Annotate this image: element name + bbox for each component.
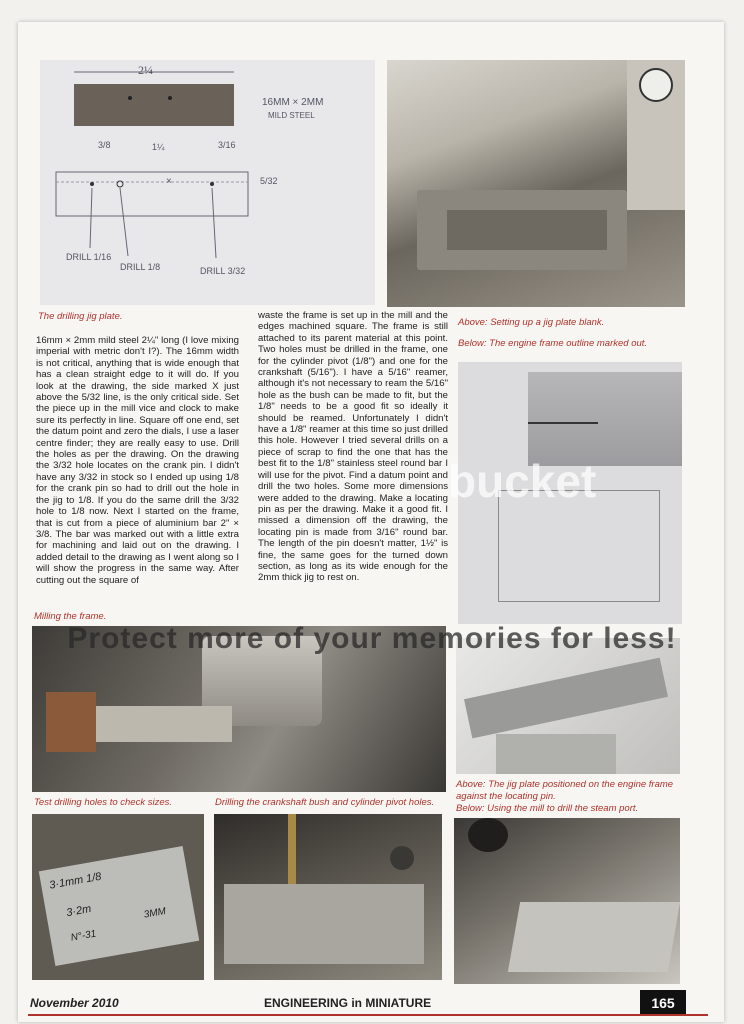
block-label: N°-31 [69, 928, 98, 944]
block-label: 3·2m [65, 902, 93, 920]
dim-label: 1¼ [152, 142, 165, 152]
drawing-svg [40, 60, 375, 305]
test-block-photo [32, 814, 204, 980]
steam-port-photo [454, 818, 680, 984]
crankshaft-drilling-photo [214, 814, 442, 980]
watermark-banner: Protect more of your memories for less! [67, 622, 677, 655]
caption-crankshaft: Drilling the crankshaft bush and cylinder pivot holes. [215, 797, 435, 808]
drawing-width-label: 2¼ [138, 63, 153, 77]
caption-test-drilling: Test drilling holes to check sizes. [34, 797, 172, 808]
photobucket-logo: bucket [448, 455, 597, 507]
material-label: 16MM × 2MM [262, 97, 324, 108]
block-label: 3MM [143, 906, 167, 921]
caption-drilling-jig: The drilling jig plate. [38, 311, 123, 322]
dim-label: 5/32 [260, 176, 278, 186]
jig-positioned-photo [456, 638, 680, 774]
drill-label: DRILL 3/32 [200, 266, 246, 276]
steel-plate [74, 84, 234, 126]
block-label: 3·1mm 1/8 [48, 870, 103, 892]
drill-label: DRILL 1/8 [120, 262, 161, 272]
drill-label: DRILL 1/16 [66, 252, 112, 262]
body-column-1: 16mm × 2mm mild steel 2¼" long (I love mixing imperial with metric don't I?). The 16mm width is not critical, anything that is wide enough that has a clean straight edge to it will do. If you look at the drawing, the side marked X just above the 5/32 line, is the only critical side. Set the piece up in the mill vice and clock to make sure its perfectly in line. Square off one end, set the datum point and zero the dials, I use a laser centre finder; they are really easy to use. Drill the holes as per the drawing. On the drawing the 3/32 hole locates on the crank pin. I didn't have any 3/32 in stock so I ended up using 1/8 for the crank pin so had to drill out the hole in the jig to 1/8. If you do the same drill the 3/32 hole to 1/8 now. Next I started on the frame, that is cut from a piece of aluminium bar 2" × 3/8. The bar was marked out with a little extra for machining and laid out on the drawing. I added detail to the drawing as I went along so I will show the progress in the same way. After cutting out the square of [36, 335, 239, 586]
dim-label: 3/8 [98, 140, 111, 150]
caption-milling: Milling the frame. [34, 611, 107, 622]
caption-setting-up: Above: Setting up a jig plate blank. [458, 317, 605, 328]
body-column-2: waste the frame is set up in the mill and the edges machined square. The frame is still attached to its parent material at this point. Two holes must be drilled in the frame, one for the cylinder pivot (1/8") and one for the crankshaft (5/16"). I have a 5/16" reamer, although it's not necessary to ream the 5/16" hole as the bush can be made to fit, but the 1/8" needs to be a good fit so ideally it should be reamed. Unfortunately I didn't have a 1/8" reamer at this time so just drilled this hole. However I tried several drills on a piece of scrap to find the one that has the best fit to the 1/8" stainless steel round bar I will use for the pivot. Find a datum point and drill the two holes. Some more dimensions were added to the drawing. Make a locating pin as per the drawing. Make it a good fit. I missed a dimension off the drawing, the locating pin is made from 3/16" round bar. The length of the pin doesn't matter, 1½" is fine, the same goes for the turned down section, as long as its wide enough for the 2mm thick jig to rest on. [258, 310, 448, 584]
jig-plate-drawing [40, 60, 375, 305]
plate-outline [56, 172, 248, 216]
mark-label: × [166, 176, 172, 187]
material-label-2: MILD STEEL [268, 111, 315, 120]
caption-jig-positioned-2: against the locating pin. [456, 791, 556, 802]
caption-jig-positioned-1: Above: The jig plate positioned on the engine frame [456, 779, 674, 790]
mill-vice-photo [387, 60, 685, 307]
page-number: 165 [640, 990, 686, 1016]
caption-engine-frame: Below: The engine frame outline marked out. [458, 338, 648, 349]
footer-date: November 2010 [30, 996, 119, 1010]
footer-magazine: ENGINEERING in MINIATURE [264, 996, 432, 1010]
caption-steam-port: Below: Using the mill to drill the steam port. [456, 803, 639, 814]
dim-label: 3/16 [218, 140, 236, 150]
footer-rule [28, 1014, 708, 1016]
